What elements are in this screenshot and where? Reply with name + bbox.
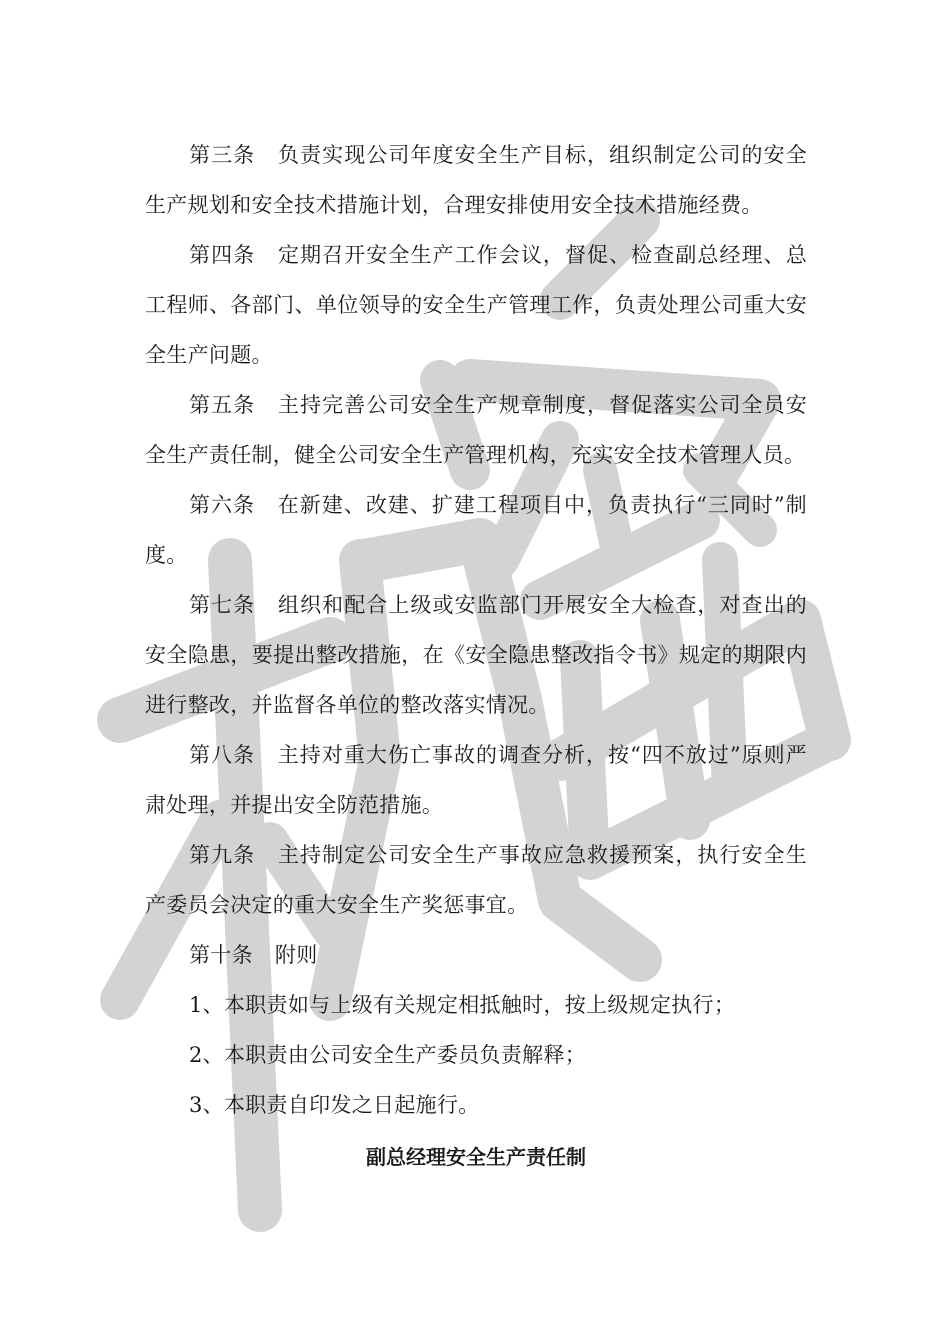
article-5 xyxy=(145,380,807,480)
article-label: 第五条 xyxy=(189,393,256,417)
list-item: 1、本职责如与上级有关规定相抵触时，按上级规定执行； xyxy=(189,993,736,1017)
article-4 xyxy=(145,230,807,380)
article-label: 第八条 xyxy=(189,743,256,767)
article-label: 第三条 xyxy=(189,143,256,167)
section-title: 副总经理安全生产责任制 xyxy=(366,1145,586,1169)
article-text: 组织和配合上级或安监部门开展安全大检查，对查出的安全隐患，要提出整改措施，在《安全隐患整改指令书》规定的期限内进行整改，并监督各单位的整改落实情况。 xyxy=(145,593,808,717)
article-text: 主持对重大伤亡事故的调查分析，按“四不放过”原则严肃处理，并提出安全防范措施。 xyxy=(145,743,807,817)
article-8 xyxy=(145,730,807,830)
article-label: 第六条 xyxy=(189,493,256,517)
document-body xyxy=(145,130,807,1182)
article-text: 主持完善公司安全生产规章制度，督促落实公司全员安全生产责任制，健全公司安全生产管理机构，充实安全技术管理人员。 xyxy=(145,393,808,467)
article-text: 负责实现公司年度安全生产目标，组织制定公司的安全生产规划和安全技术措施计划，合理安排使用安全技术措施经费。 xyxy=(145,143,808,217)
article-text: 定期召开安全生产工作会议，督促、检查副总经理、总工程师、各部门、单位领导的安全生产管理工作，负责处理公司重大安全生产问题。 xyxy=(145,243,808,367)
article-3 xyxy=(145,130,807,230)
article-9 xyxy=(145,830,807,930)
article-7 xyxy=(145,580,807,730)
article-label: 第十条 xyxy=(189,943,253,967)
article-label: 第七条 xyxy=(189,593,256,617)
article-text: 附则 xyxy=(274,943,318,967)
list-item: 3、本职责自印发之日起施行。 xyxy=(189,1093,480,1117)
list-item: 2、本职责由公司安全生产委员负责解释； xyxy=(189,1043,587,1067)
article-text: 在新建、改建、扩建工程项目中，负责执行“三同时”制度。 xyxy=(145,493,807,567)
article-label: 第九条 xyxy=(189,843,256,867)
article-10 xyxy=(145,930,807,980)
article-label: 第四条 xyxy=(189,243,256,267)
article-text: 主持制定公司安全生产事故应急救援预案，执行安全生产委员会决定的重大安全生产奖惩事宜。 xyxy=(145,843,808,917)
article-6 xyxy=(145,480,807,580)
